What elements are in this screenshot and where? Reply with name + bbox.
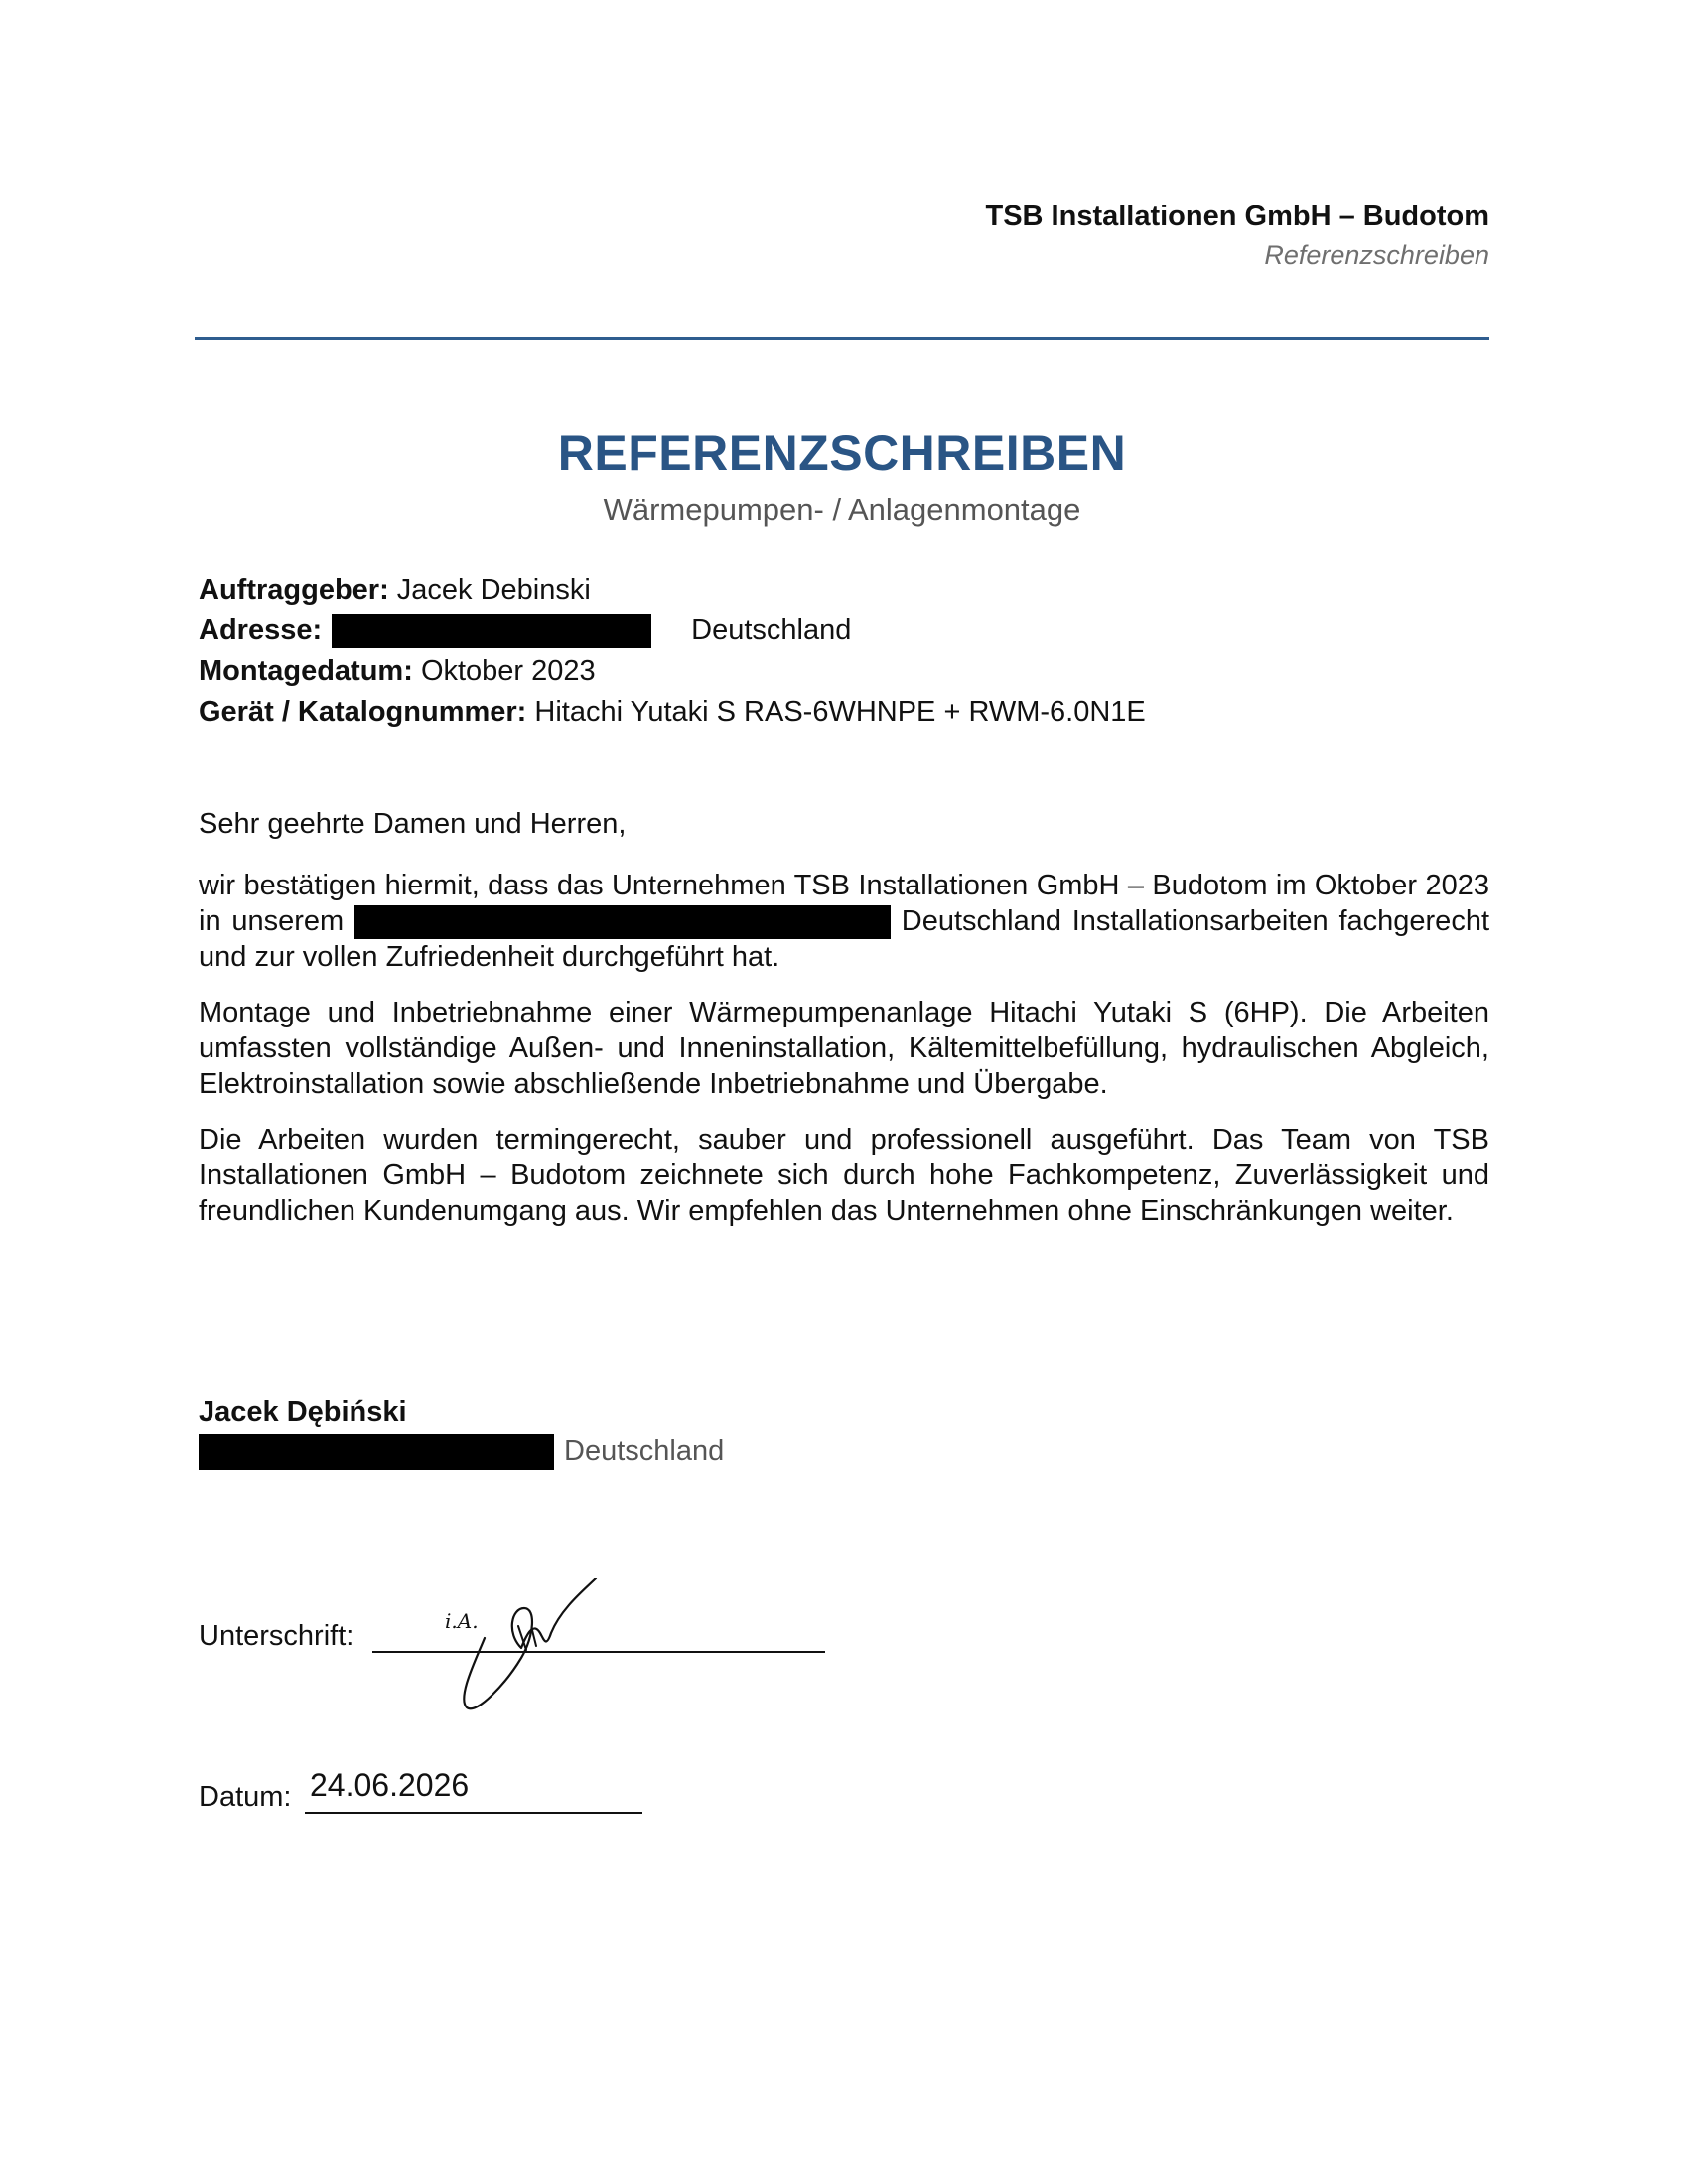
paragraph-confirmation-start: wir bestätigen hiermit, dass das Unternehmen TSB Installationen GmbH – Budotom im Oktober 2023 in unserem: [199, 870, 1489, 937]
signer-address-row: [199, 1432, 724, 1471]
client-label: Auftraggeber:: [199, 574, 389, 606]
salutation: Sehr geehrte Damen und Herren,: [199, 808, 627, 840]
company-header: [985, 197, 1489, 274]
device-value: Hitachi Yutaki S RAS-6WHNPE + RWM-6.0N1E: [534, 696, 1146, 728]
page-subtitle: Wärmepumpen- / Anlagenmontage: [603, 492, 1081, 527]
client-value: Jacek Debinski: [396, 574, 591, 606]
signer-block: [199, 1392, 724, 1471]
date-line: [305, 1812, 642, 1814]
paragraph-confirmation: [199, 868, 1489, 975]
client-row: [199, 570, 1146, 611]
signer-address: Deutschland: [564, 1435, 725, 1467]
date-value: 24.06.2026: [310, 1767, 470, 1803]
page-title: REFERENZSCHREIBEN: [557, 425, 1127, 480]
address-value: Deutschland: [691, 614, 852, 646]
install-date-label: Montagedatum:: [199, 655, 413, 687]
address-row: [199, 611, 1146, 651]
info-block: [199, 570, 1146, 733]
signature-prefix: i.A.: [445, 1609, 479, 1633]
handwritten-signature: [437, 1578, 616, 1717]
document-type: Referenzschreiben: [1264, 240, 1489, 270]
paragraph-recommendation: Die Arbeiten wurden termingerecht, sauber und professionell ausgeführt. Das Team von TSB Installationen GmbH – Budotom zeichnete sich durch hohe Fachkompetenz, Zuverlässigkeit und freundlichen Kundenumgang aus. Wir empfehlen das Unternehmen ohne Einschränkungen weiter.: [199, 1124, 1489, 1228]
address-label: Adresse:: [199, 614, 323, 646]
address-redaction: [332, 614, 651, 648]
header-divider: [195, 337, 1489, 340]
signature-label: Unterschrift:: [199, 1620, 354, 1652]
paragraph-scope: Montage und Inbetriebnahme einer Wärmepumpenanlage Hitachi Yutaki S (6HP). Die Arbeiten umfassten vollständige Außen- und Inneninstallation, Kältemittelbefüllung, hydraulischen Abgleich, Elektroinstallation sowie abschließende Inbetriebnahme und Übergabe.: [199, 997, 1489, 1101]
location-redaction: [354, 905, 891, 939]
signer-name: Jacek Dębiński: [199, 1396, 407, 1428]
install-date-value: Oktober 2023: [420, 655, 596, 687]
device-label: Gerät / Katalognummer:: [199, 696, 527, 728]
company-name: TSB Installationen GmbH – Budotom: [985, 201, 1489, 232]
paragraph-confirmation-end: Deutschland Installationsarbeiten fachgerecht und zur vollen Zufriedenheit durchgeführt hat.: [199, 905, 1489, 974]
signer-address-redaction: [199, 1434, 554, 1470]
letter-body: [199, 806, 1489, 1249]
device-row: [199, 692, 1146, 733]
install-date-row: [199, 651, 1146, 692]
date-label: Datum:: [199, 1781, 292, 1813]
